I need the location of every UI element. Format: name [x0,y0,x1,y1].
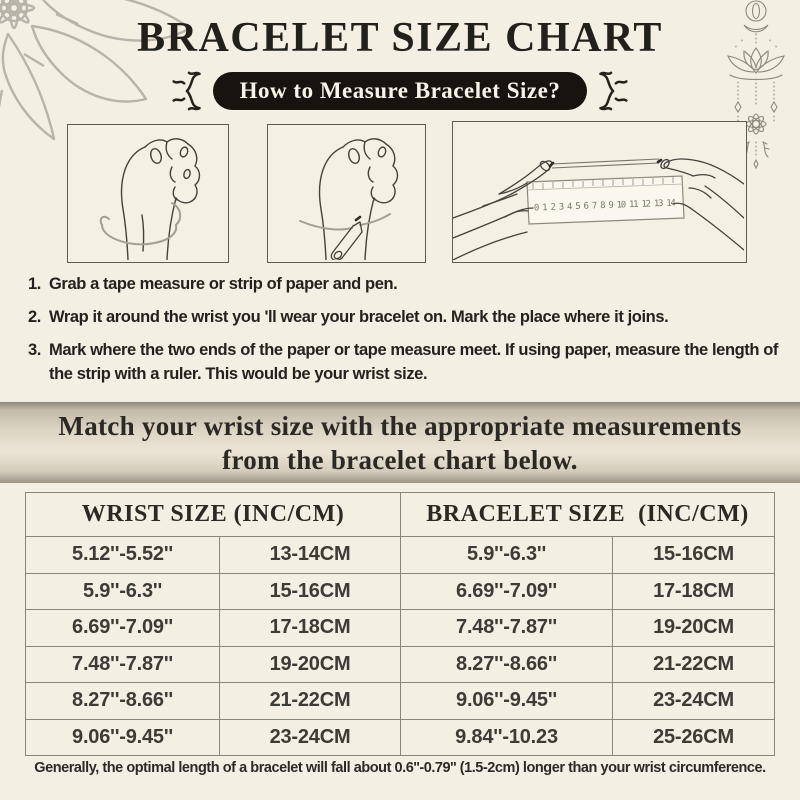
table-cell: 15-16CM [612,536,774,573]
table-cell: 5.9''-6.3'' [400,536,612,573]
wrist-size-header: WRIST SIZE (INC/CM) [81,501,345,527]
table-cell: 9.84''-10.23 [400,719,612,756]
step-1-number: 1. [28,275,41,293]
footer-note: Generally, the optimal length of a bracelet will fall about 0.6''-0.79'' (1.5-2cm) longer than your wrist circumference. [34,760,766,776]
table-cell: 19-20CM [219,646,400,683]
table-cell: 7.48''-7.87'' [400,609,612,646]
step-3-number: 3. [28,341,41,359]
table-cell: 6.69''-7.09'' [26,609,219,646]
table-cell: 8.27''-8.66'' [400,646,612,683]
step-3-text: Mark where the two ends of the paper or tape measure meet. If using paper, measure the length of the strip with a ruler. This would be your wrist size. [49,341,779,383]
ruler-numbers: 0 1 2 3 4 5 6 7 8 9 10 11 12 13 14 [533,198,677,214]
bracelet-size-header: BRACELET SIZE (INC/CM) [400,493,774,536]
table-cell: 23-24CM [612,682,774,719]
match-size-banner [0,402,800,483]
step-2-text: Wrap it around the wrist you 'll wear your bracelet on. Mark the place where it joins. [49,308,669,326]
ruler-measure-illustration [452,121,747,263]
table-cell: 8.27''-8.66'' [26,682,219,719]
table-cell: 9.06''-9.45'' [26,719,219,756]
banner-line-2: from the bracelet chart below. [222,444,578,475]
table-cell: 5.9''-6.3'' [26,573,219,610]
size-table [25,492,775,756]
table-cell: 17-18CM [219,609,400,646]
subtitle-row [0,70,800,112]
table-cell: 5.12''-5.52'' [26,536,219,573]
table-cell: 17-18CM [612,573,774,610]
subtitle-pill: How to Measure Bracelet Size? [213,72,588,110]
banner-line-1: Match your wrist size with the appropriate measurements [58,410,742,441]
flourish-right-icon [596,70,628,112]
step-1-text: Grab a tape measure or strip of paper and pen. [49,275,398,293]
flourish-left-icon [172,70,204,112]
table-cell: 9.06''-9.45'' [400,682,612,719]
table-cell: 15-16CM [219,573,400,610]
table-cell: 7.48''-7.87'' [26,646,219,683]
table-cell: 13-14CM [219,536,400,573]
step-1 [28,272,794,296]
wrap-string-illustration [67,124,229,263]
table-cell: 23-24CM [219,719,400,756]
table-cell: 19-20CM [612,609,774,646]
page-title: BRACELET SIZE CHART [137,15,663,61]
step-2-number: 2. [28,308,41,326]
table-cell: 25-26CM [612,719,774,756]
measure-steps [28,272,794,395]
step-3 [28,338,794,386]
table-cell: 21-22CM [219,682,400,719]
mark-pen-illustration [267,124,426,263]
table-cell: 6.69''-7.09'' [400,573,612,610]
step-2 [28,305,794,329]
table-cell: 21-22CM [612,646,774,683]
